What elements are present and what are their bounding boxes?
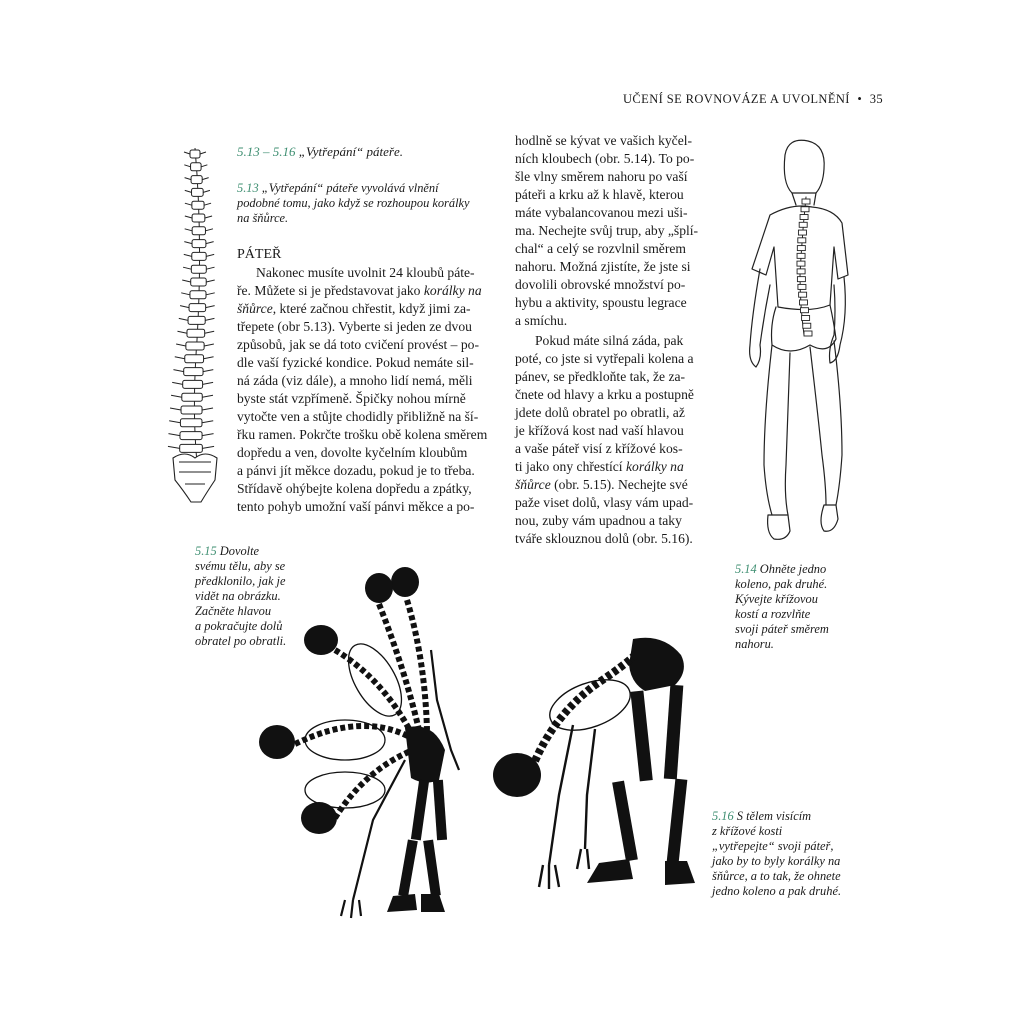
vertebra (191, 265, 206, 273)
spine-illustration (165, 140, 225, 510)
vertebra (186, 342, 204, 350)
vertebra (190, 291, 206, 299)
person-vertebra (797, 269, 805, 274)
section-heading: PÁTEŘ (237, 247, 282, 262)
vertebra (192, 201, 204, 209)
vertebra (183, 380, 203, 388)
vertebra (187, 329, 205, 337)
person-vertebra (797, 246, 805, 251)
vertebra (191, 278, 207, 286)
person-vertebra (804, 331, 812, 336)
vertebra (190, 150, 200, 158)
person-vertebra (797, 253, 805, 258)
vertebra (192, 240, 206, 248)
vertebra (192, 227, 205, 235)
vertebra (181, 406, 202, 414)
person-vertebra (802, 315, 810, 320)
person-vertebra (797, 277, 805, 282)
vertebra (184, 368, 203, 376)
vertebra (180, 444, 203, 452)
person-vertebra (800, 308, 808, 313)
person-vertebra (799, 222, 807, 227)
person-vertebra (802, 199, 810, 204)
person-vertebra (798, 284, 806, 289)
vertebra (192, 188, 204, 196)
running-title: UČENÍ SE ROVNOVÁZE A UVOLNĚNÍ (623, 92, 850, 106)
person-vertebra (798, 238, 806, 243)
person-vertebra (803, 323, 811, 328)
caption-513-516: 5.13 – 5.16 „Vytřepání“ páteře. (237, 144, 403, 159)
standing-person-back-illustration (730, 135, 865, 550)
person-vertebra (798, 230, 806, 235)
hanging-skeleton-illustration (495, 635, 700, 905)
vertebra (188, 316, 205, 324)
vertebra (192, 252, 206, 260)
vertebra (180, 432, 202, 440)
person-vertebra (801, 207, 809, 212)
vertebra (189, 304, 206, 312)
bending-skeleton-sequence-illustration (255, 560, 475, 930)
vertebra (191, 163, 202, 171)
vertebra (180, 419, 202, 427)
running-header (623, 92, 883, 107)
person-vertebra (800, 215, 808, 220)
vertebra (191, 176, 202, 184)
vertebra (182, 393, 202, 401)
page-number: 35 (869, 92, 884, 106)
vertebra (185, 355, 204, 363)
person-vertebra (797, 261, 805, 266)
person-vertebra (799, 300, 807, 305)
header-bullet: • (857, 92, 863, 106)
person-vertebra (799, 292, 807, 297)
vertebra (192, 214, 205, 222)
